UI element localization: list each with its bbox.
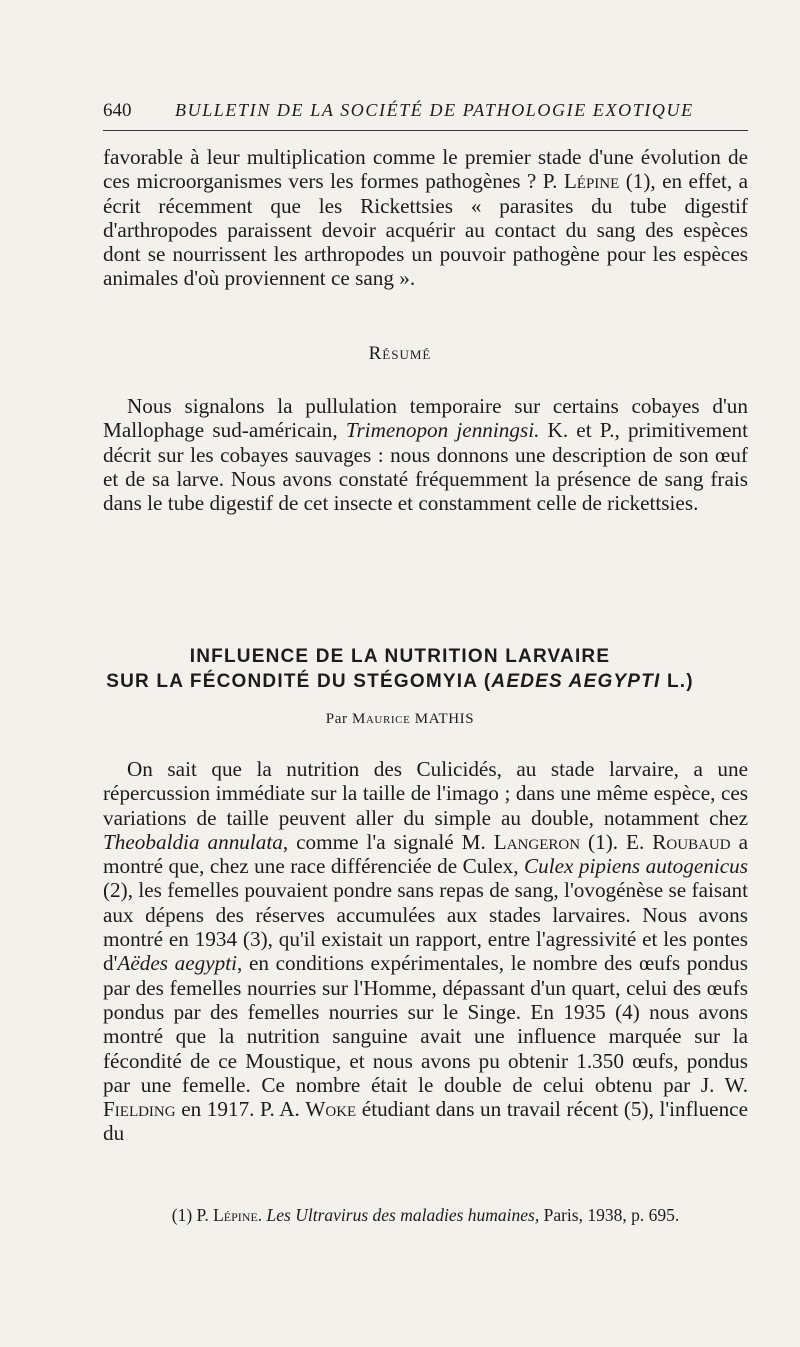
journal-title: BULLETIN DE LA SOCIÉTÉ DE PATHOLOGIE EXOTIQUE bbox=[175, 100, 694, 120]
running-head bbox=[103, 100, 748, 128]
species-name: Aëdes aegypti bbox=[117, 951, 238, 976]
text-run: Paris, 1938, p. 695. bbox=[539, 1205, 680, 1225]
text-run: SUR LA FÉCONDITÉ DU STÉGOMYIA ( bbox=[106, 671, 492, 692]
author-first-name: Maurice bbox=[351, 711, 411, 727]
text-run: On sait que la nutrition des Culicidés, au stade larvaire, a une répercussion immédiate sur la taille de l'imago ; dans une même espèce, ces variations de taille peuvent aller du simple au double, notamment chez bbox=[103, 757, 748, 830]
summary-text bbox=[103, 394, 748, 515]
text-run: a montré que, chez une race différenciée de Culex, bbox=[103, 829, 748, 879]
species-name: Trimenopon jenningsi. bbox=[345, 418, 540, 443]
text-run: L.) bbox=[660, 671, 694, 692]
author-last-name: MATHIS bbox=[410, 711, 475, 727]
header-rule bbox=[103, 130, 748, 131]
title-line-1: INFLUENCE DE LA NUTRITION LARVAIRE bbox=[189, 646, 611, 667]
text-run: (2), les femelles pouvaient pondre sans repas de sang, l'ovogénèse se faisant aux dépens des réserves accumulées aux stades larvaires. Nous avons montré en 1934 (3), qu'il existait un rapport, entre l'agressivité et les pontes d' bbox=[103, 878, 748, 976]
author-name: Lépine. bbox=[213, 1205, 263, 1225]
body-text bbox=[103, 757, 748, 1146]
author-name: Lépine bbox=[563, 169, 620, 194]
byline bbox=[0, 711, 800, 728]
continuation-paragraph bbox=[103, 145, 748, 291]
body-paragraph bbox=[103, 757, 748, 1146]
species-name: Theobaldia annulata bbox=[103, 829, 283, 854]
continuation-text bbox=[103, 145, 748, 291]
summary-paragraph bbox=[103, 394, 748, 515]
text-run: en 1917. P. A. bbox=[175, 1097, 306, 1122]
book-title: Les Ultravirus des maladies humaines, bbox=[262, 1205, 540, 1225]
text-run: (1) P. bbox=[171, 1205, 214, 1225]
text-run: (1). E. bbox=[580, 829, 653, 854]
page-number: 640 bbox=[103, 100, 132, 121]
species-name: AEDES AEGYPTI bbox=[491, 671, 661, 692]
title-line-2 bbox=[0, 669, 800, 694]
text-run: (1), en effet, a écrit récemment que les Rickettsies « parasites du tube digestif d'arthropodes paraissent devoir acquérir au contact du sang des espèces dont se nourrissent les arthropodes un pouvoir pathogène pour les espèces animales d'où proviennent ce sang ». bbox=[103, 169, 748, 291]
article-title bbox=[0, 644, 800, 694]
text-run: étudiant dans un travail récent (5), l'influence du bbox=[103, 1097, 748, 1146]
summary-heading: Résumé bbox=[368, 343, 432, 364]
author-name: Langeron bbox=[493, 829, 581, 854]
text-run: Par bbox=[325, 711, 352, 727]
text-run: Nous signalons la pullulation temporaire sur certains cobayes d'un Mallophage sud-américain, bbox=[103, 394, 748, 443]
author-name: Fielding bbox=[103, 1097, 176, 1122]
footnote bbox=[103, 1204, 748, 1226]
text-run: K. et P., primitivement décrit sur les cobayes sauvages : nous donnons une description de son œuf et de sa larve. Nous avons constaté fréquemment la présence de sang frais dans le tube digestif de cet insecte et constamment celle de rickettsies. bbox=[103, 418, 748, 516]
text-run: , comme l'a signalé M. bbox=[282, 829, 494, 854]
author-name: Roubaud bbox=[652, 829, 731, 854]
text-run: favorable à leur multiplication comme le premier stade d'une évolution de ces microorganismes vers les formes pathogènes ? P. bbox=[103, 145, 748, 194]
text-run: , en conditions expérimentales, le nombre des œufs pondus par des femelles nourries sur l'Homme, dépassant d'un quart, celui des œufs pondus par des femelles nourries sur le Singe. En 1935 (4) nous avons montré que la nutrition sanguine avait une influence marquée sur la fécondité de ce Moustique, et nous avons pu obtenir 1.350 œufs, pondus par une femelle. Ce nombre était le double de celui obtenu par J. W. bbox=[103, 951, 749, 1097]
species-name: Culex pipiens autogenicus bbox=[524, 854, 748, 879]
author-name: Woke bbox=[305, 1097, 357, 1122]
